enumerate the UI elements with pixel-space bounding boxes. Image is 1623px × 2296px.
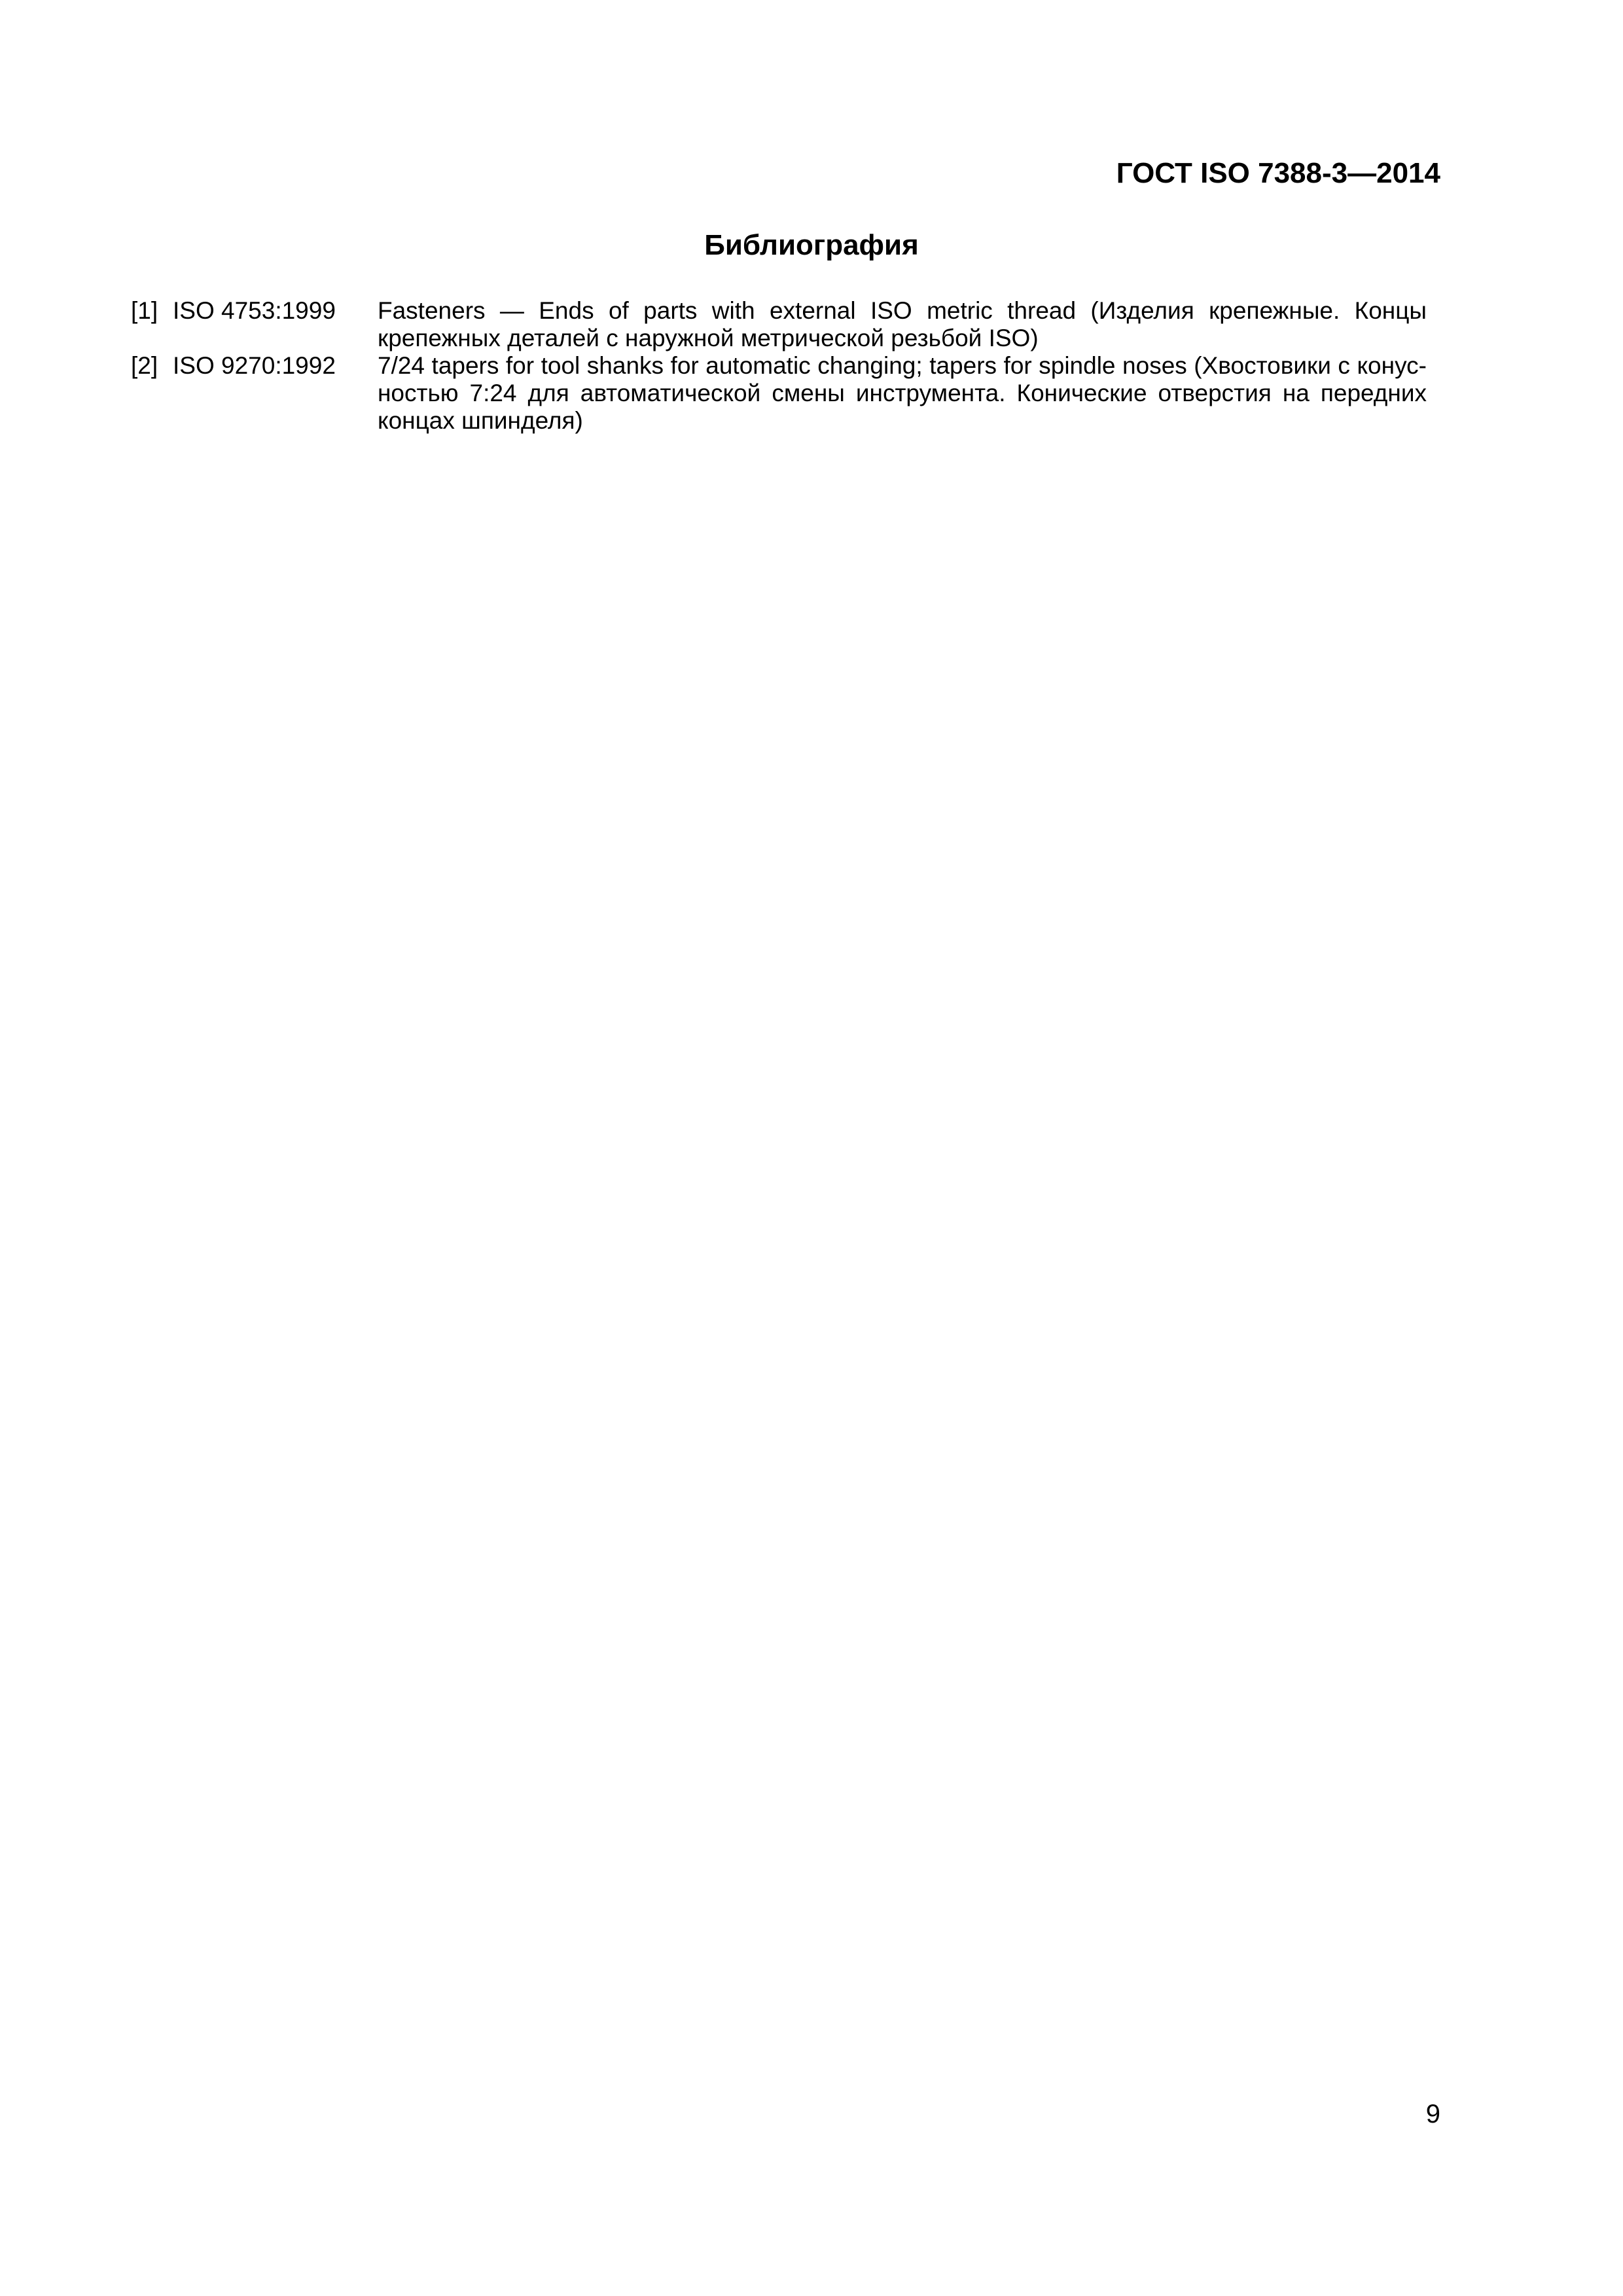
entry-standard: ISO 9270:1992	[173, 352, 336, 379]
entry-standard: ISO 4753:1999	[173, 297, 336, 324]
entry-number: [2]	[131, 352, 158, 379]
entry-text: 7/24 tapers for tool shanks for automatic changing; tapers for spindle noses (Хвостовики с конусностью 7:24 для автоматической смены инструмента. Конические отверстия на передних концах шпинделя)	[378, 352, 1427, 434]
bibliography-list	[131, 297, 1427, 435]
bibliography-entry	[131, 297, 1427, 352]
section-title: Библиография	[704, 229, 919, 261]
entry-text: Fasteners — Ends of parts with external ISO metric thread (Изделия крепежные. Концы крепежных деталей с наружной метрической резьбой ISO)	[378, 297, 1427, 351]
page-number: 9	[1425, 2100, 1440, 2128]
document-code: ГОСТ ISO 7388-3—2014	[1116, 157, 1440, 189]
bibliography-entry	[131, 352, 1427, 435]
entry-number: [1]	[131, 297, 158, 324]
